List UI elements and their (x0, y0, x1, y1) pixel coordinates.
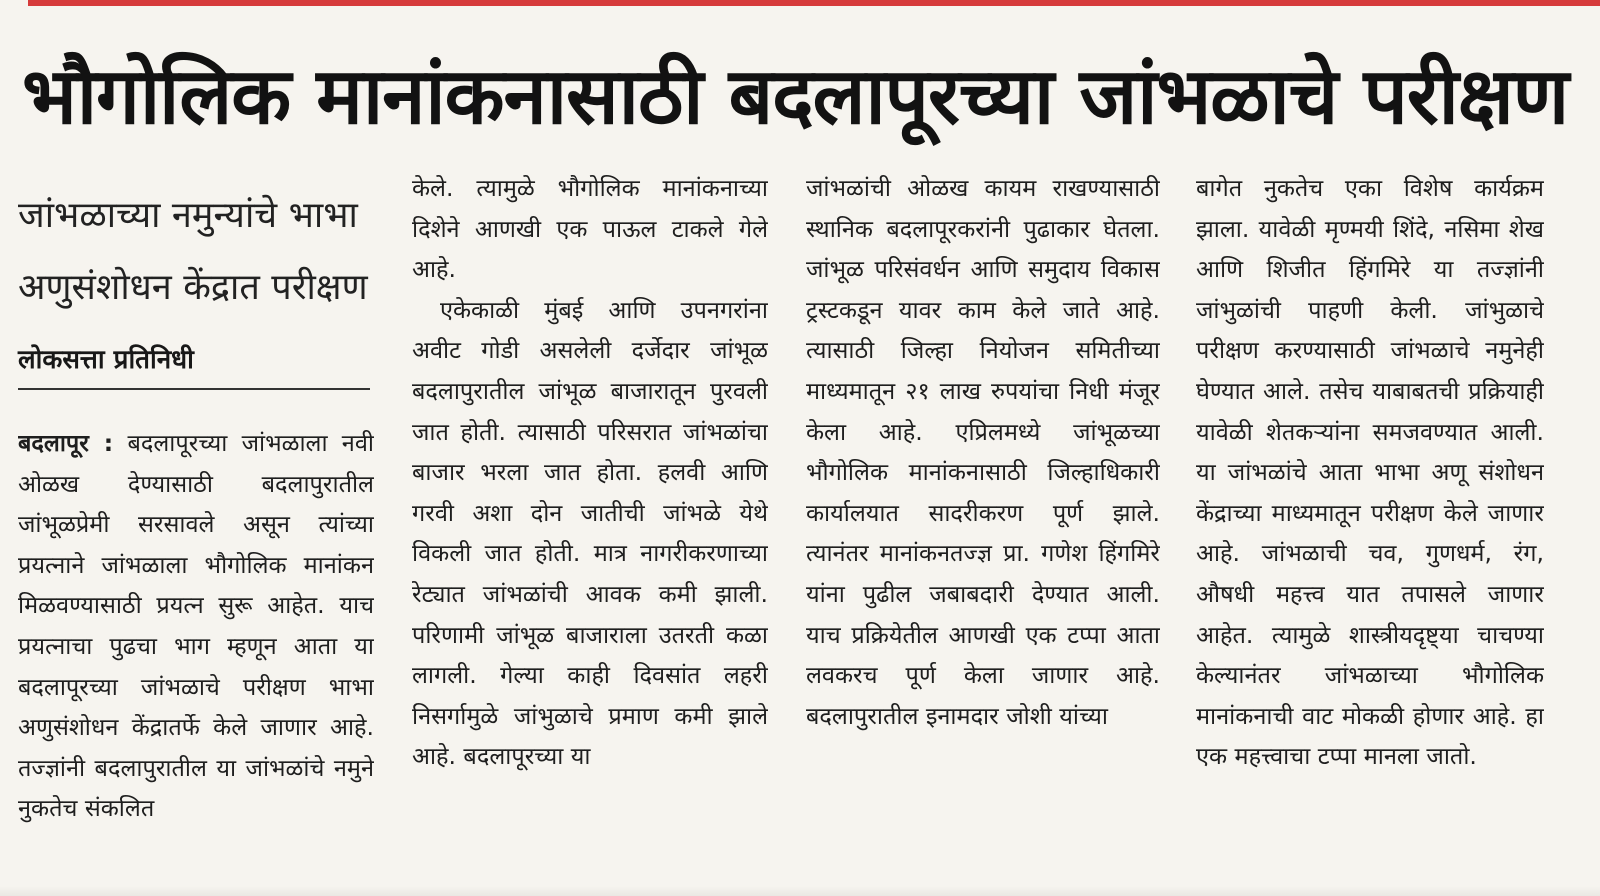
article-column-2 (412, 168, 768, 888)
article-column-1 (18, 423, 374, 863)
byline: लोकसत्ता प्रतिनिधी (18, 345, 194, 375)
column-4-text: बागेत नुकतेच एका विशेष कार्यक्रम झाला. यावेळी मृण्मयी शिंदे, नसिमा शेख आणि शिजीत हिंगमिरे या तज्ज्ञांनी जांभुळांची पाहणी केली. जांभुळाचे परीक्षण करण्यासाठी जांभळाचे नमुनेही घेण्यात आले. तसेच याबाबतची प्रक्रियाही यावेळी शेतकऱ्यांना समजवण्यात आली. या जांभळांचे आता भाभा अणू संशोधन केंद्राच्या माध्यमातून परीक्षण केले जाणार आहे. जांभळाची चव, गुणधर्म, रंग, औषधी महत्त्व यात तपासले जाणार आहेत. त्यामुळे शास्त्रीयदृष्ट्या चाचण्या केल्यानंतर जांभळाच्या भौगोलिक मानांकनाची वाट मोकळी होणार आहे. हा एक महत्त्वाचा टप्पा मानला जातो. (1196, 174, 1544, 771)
column-2-paragraph-2: एकेकाळी मुंबई आणि उपनगरांना अवीट गोडी असलेली दर्जेदार जांभूळ बदलापुरातील जांभूळ बाजारातून पुरवली जात होती. त्यासाठी परिसरात जांभळांचा बाजार भरला जात होता. हलवी आणि गरवी अशा दोन जातीची जांभळे येथे विकली जात होती. मात्र नागरीकरणाच्या रेट्यात जांभळांची आवक कमी झाली. परिणामी जांभूळ बाजाराला उतरती कळा लागली. गेल्या काही दिवसांत लहरी निसर्गामुळे जांभुळाचे प्रमाण कमी झाले आहे. बदलापूरच्या या (412, 295, 768, 771)
article-column-4 (1196, 168, 1544, 888)
article-column-3 (806, 168, 1160, 888)
page-edge-shadow (0, 886, 1600, 896)
byline-divider (18, 388, 370, 390)
column-1-text: बदलापूरच्या जांभळाला नवी ओळख देण्यासाठी बदलापुरातील जांभूळप्रेमी सरसावले असून त्यांच्या प्रयत्नाने जांभळाला भौगोलिक मानांकन मिळवण्यासाठी प्रयत्न सुरू आहेत. याच प्रयत्नाचा पुढचा भाग म्हणून आता या बदलापूरच्या जांभळाचे परीक्षण भाभा अणुसंशोधन केंद्रातर्फे केले जाणार आहे. तज्ज्ञांनी बदलापुरातील या जांभळांचे नमुने नुकतेच संकलित (18, 429, 374, 823)
column-3-text: जांभळांची ओळख कायम राखण्यासाठी स्थानिक बदलापूरकरांनी पुढाकार घेतला. जांभूळ परिसंवर्धन आणि समुदाय विकास ट्रस्टकडून यावर काम केले जाते आहे. त्यासाठी जिल्हा नियोजन समितीच्या माध्यमातून २१ लाख रुपयांचा निधी मंजूर केला आहे. एप्रिलमध्ये जांभूळच्या भौगोलिक मानांकनासाठी जिल्हाधिकारी कार्यालयात सादरीकरण पूर्ण झाले. त्यानंतर मानांकनतज्ज्ञ प्रा. गणेश हिंगमिरे यांना पुढील जबाबदारी देण्यात आली. याच प्रक्रियेतील आणखी एक टप्पा आता लवकरच पूर्ण केला जाणार आहे. बदलापुरातील इनामदार जोशी यांच्या (806, 174, 1160, 730)
column-2-paragraph-1: केले. त्यामुळे भौगोलिक मानांकनाच्या दिशेने आणखी एक पाऊल टाकले गेले आहे. (412, 174, 768, 284)
dateline: बदलापूर : (18, 429, 114, 457)
headline: भौगोलिक मानांकनासाठी बदलापूरच्या जांभळाचे परीक्षण (22, 52, 1569, 142)
top-accent-rule (28, 0, 1600, 6)
subheadline: जांभळाच्या नमुन्यांचे भाभा अणुसंशोधन केंद्रात परीक्षण (18, 195, 368, 308)
